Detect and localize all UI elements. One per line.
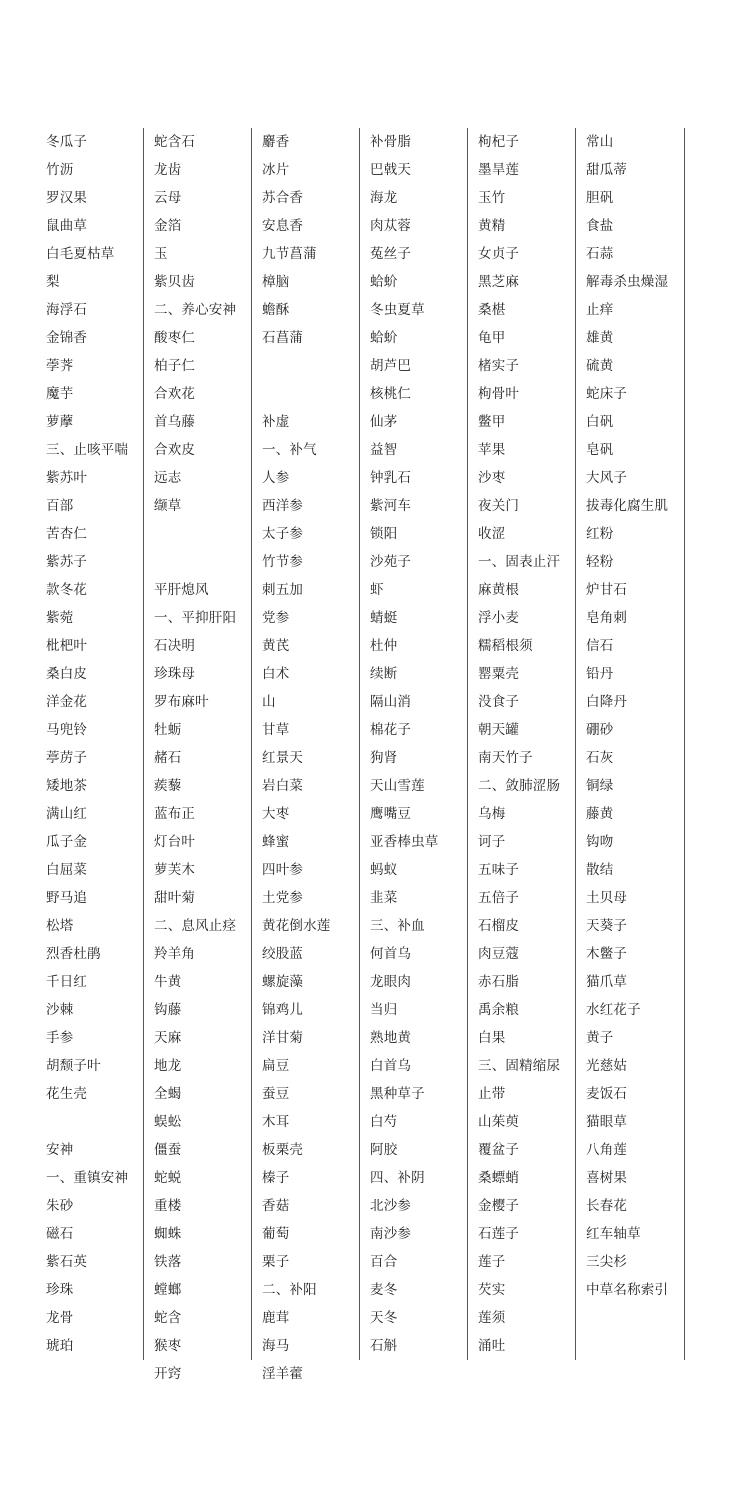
index-entry: 白毛夏枯草 [46, 246, 115, 262]
index-entry: 罂粟壳 [478, 666, 520, 682]
index-entry: 一、重镇安神 [46, 1170, 129, 1186]
index-entry: 菟丝子 [370, 246, 412, 262]
index-entry: 合欢花 [154, 386, 196, 402]
index-entry: 洋金花 [46, 694, 88, 710]
index-entry: 鼠曲草 [46, 218, 88, 234]
index-entry: 乌梅 [478, 806, 506, 822]
index-entry: 核桃仁 [370, 386, 412, 402]
index-entry: 夜关门 [478, 498, 520, 514]
index-entry: 龙齿 [154, 162, 182, 178]
index-entry: 二、养心安神 [154, 302, 237, 318]
index-entry: 桑螵蛸 [478, 1170, 520, 1186]
index-entry: 枇杷叶 [46, 638, 88, 654]
index-entry: 补骨脂 [370, 134, 412, 150]
index-entry: 天冬 [370, 1310, 398, 1326]
index-entry: 蛇含 [154, 1310, 182, 1326]
index-entry: 百部 [46, 498, 74, 514]
index-entry: 枸骨叶 [478, 386, 520, 402]
index-entry: 魔芋 [46, 386, 74, 402]
index-entry: 冰片 [262, 162, 290, 178]
index-entry: 朝天罐 [478, 722, 520, 738]
index-entry: 白首乌 [370, 1058, 412, 1074]
index-entry: 洋甘菊 [262, 1030, 304, 1046]
index-entry: 云母 [154, 190, 182, 206]
index-entry: 白矾 [586, 414, 614, 430]
index-entry: 远志 [154, 470, 182, 486]
index-entry: 首乌藤 [154, 414, 196, 430]
index-column-5 [468, 128, 576, 1360]
index-entry: 板栗壳 [262, 1142, 304, 1158]
index-entry: 刺五加 [262, 582, 304, 598]
index-entry: 木耳 [262, 1114, 290, 1130]
index-entry: 萝藦 [46, 414, 74, 430]
index-entry: 栗子 [262, 1254, 290, 1270]
index-entry: 绞股蓝 [262, 946, 304, 962]
index-entry: 岩白菜 [262, 778, 304, 794]
index-entry: 红粉 [586, 526, 614, 542]
index-entry: 铁落 [154, 1254, 182, 1270]
index-entry: 玉竹 [478, 190, 506, 206]
index-entry: 北沙参 [370, 1198, 412, 1214]
index-entry: 紫石英 [46, 1254, 88, 1270]
index-entry: 枸杞子 [478, 134, 520, 150]
index-entry: 蜘蛛 [154, 1226, 182, 1242]
index-entry: 羚羊角 [154, 946, 196, 962]
index-entry: 白芍 [370, 1114, 398, 1130]
index-entry: 合欢皮 [154, 442, 196, 458]
index-entry: 蒺藜 [154, 778, 182, 794]
index-entry: 安息香 [262, 218, 304, 234]
index-entry: 地龙 [154, 1058, 182, 1074]
index-entry: 苹果 [478, 442, 506, 458]
index-entry: 酸枣仁 [154, 330, 196, 346]
index-entry: 墨旱莲 [478, 162, 520, 178]
index-entry: 罗布麻叶 [154, 694, 209, 710]
index-entry: 麻黄根 [478, 582, 520, 598]
index-entry: 紫河车 [370, 498, 412, 514]
index-entry: 扁豆 [262, 1058, 290, 1074]
index-entry: 四、补阴 [370, 1170, 425, 1186]
index-entry: 锁阳 [370, 526, 398, 542]
index-entry: 磁石 [46, 1226, 74, 1242]
index-entry: 牡蛎 [154, 722, 182, 738]
index-entry: 三尖杉 [586, 1254, 628, 1270]
index-entry: 猫眼草 [586, 1114, 628, 1130]
index-entry: 千日红 [46, 974, 88, 990]
index-entry: 女贞子 [478, 246, 520, 262]
index-entry: 狗肾 [370, 750, 398, 766]
index-entry: 赭石 [154, 750, 182, 766]
index-entry: 常山 [586, 134, 614, 150]
index-entry: 苏合香 [262, 190, 304, 206]
index-entry: 一、固表止汗 [478, 554, 561, 570]
index-entry: 开窍 [154, 1366, 182, 1382]
index-entry: 胡芦巴 [370, 358, 412, 374]
index-entry: 止带 [478, 1086, 506, 1102]
index-entry: 沙苑子 [370, 554, 412, 570]
index-entry: 白降丹 [586, 694, 628, 710]
index-entry: 雄黄 [586, 330, 614, 346]
index-entry: 玉 [154, 246, 168, 262]
index-entry: 蛤蚧 [370, 274, 398, 290]
index-entry: 龙骨 [46, 1310, 74, 1326]
index-entry: 萝芙木 [154, 862, 196, 878]
index-entry: 蛇含石 [154, 134, 196, 150]
index-entry: 松塔 [46, 918, 74, 934]
index-entry: 三、固精缩尿 [478, 1058, 561, 1074]
index-entry: 拔毒化腐生肌 [586, 498, 669, 514]
index-entry: 虾 [370, 582, 384, 598]
index-entry: 朱砂 [46, 1198, 74, 1214]
index-entry: 硼砂 [586, 722, 614, 738]
index-entry: 南天竹子 [478, 750, 533, 766]
index-entry: 胆矾 [586, 190, 614, 206]
index-entry: 中草名称索引 [586, 1282, 669, 1298]
index-entry: 猫爪草 [586, 974, 628, 990]
index-entry: 海马 [262, 1338, 290, 1354]
index-entry: 长春花 [586, 1198, 628, 1214]
index-entry: 麦饭石 [586, 1086, 628, 1102]
index-entry: 黄子 [586, 1030, 614, 1046]
right-column-rule [684, 128, 685, 1360]
index-entry: 人参 [262, 470, 290, 486]
index-entry: 珍珠母 [154, 666, 196, 682]
index-entry: 紫苏子 [46, 554, 88, 570]
index-entry: 石决明 [154, 638, 196, 654]
index-entry: 蓝布正 [154, 806, 196, 822]
index-entry: 蛇床子 [586, 386, 628, 402]
index-entry: 肉豆蔻 [478, 946, 520, 962]
index-entry: 收涩 [478, 526, 506, 542]
index-entry: 轻粉 [586, 554, 614, 570]
index-entry: 葡萄 [262, 1226, 290, 1242]
index-entry: 甜瓜蒂 [586, 162, 628, 178]
index-entry: 桑椹 [478, 302, 506, 318]
index-entry: 紫菀 [46, 610, 74, 626]
index-entry: 诃子 [478, 834, 506, 850]
index-entry: 皂矾 [586, 442, 614, 458]
index-entry: 重楼 [154, 1198, 182, 1214]
index-entry: 石菖蒲 [262, 330, 304, 346]
index-entry: 光慈姑 [586, 1058, 628, 1074]
index-entry: 天麻 [154, 1030, 182, 1046]
index-entry: 甜叶菊 [154, 890, 196, 906]
index-entry: 鹰嘴豆 [370, 806, 412, 822]
index-entry: 禹余粮 [478, 1002, 520, 1018]
index-entry: 白术 [262, 666, 290, 682]
index-entry: 沙枣 [478, 470, 506, 486]
index-entry: 太子参 [262, 526, 304, 542]
index-entry: 梨 [46, 274, 60, 290]
index-entry: 苦杏仁 [46, 526, 88, 542]
index-entry: 食盐 [586, 218, 614, 234]
index-entry: 二、补阳 [262, 1282, 317, 1298]
index-entry: 瓜子金 [46, 834, 88, 850]
index-entry: 隔山消 [370, 694, 412, 710]
index-entry: 八角莲 [586, 1142, 628, 1158]
index-entry: 黄花倒水莲 [262, 918, 331, 934]
index-entry: 金锦香 [46, 330, 88, 346]
index-entry: 蜈蚣 [154, 1114, 182, 1130]
index-entry: 樟脑 [262, 274, 290, 290]
index-column-3 [252, 128, 360, 1382]
index-entry: 石榴皮 [478, 918, 520, 934]
index-entry: 鳖甲 [478, 414, 506, 430]
index-entry: 楮实子 [478, 358, 520, 374]
index-entry: 三、补血 [370, 918, 425, 934]
index-entry: 黑种草子 [370, 1086, 425, 1102]
index-entry: 木鳖子 [586, 946, 628, 962]
index-entry: 石灰 [586, 750, 614, 766]
index-entry: 龙眼肉 [370, 974, 412, 990]
index-entry: 全蝎 [154, 1086, 182, 1102]
index-entry: 麦冬 [370, 1282, 398, 1298]
index-entry: 益智 [370, 442, 398, 458]
index-entry: 芡实 [478, 1282, 506, 1298]
index-entry: 铅丹 [586, 666, 614, 682]
index-entry: 赤石脂 [478, 974, 520, 990]
index-entry: 三、止咳平喘 [46, 442, 129, 458]
index-entry: 山 [262, 694, 276, 710]
index-entry: 红景天 [262, 750, 304, 766]
index-entry: 何首乌 [370, 946, 412, 962]
index-entry: 蚕豆 [262, 1086, 290, 1102]
index-entry: 硫黄 [586, 358, 614, 374]
index-column-6 [578, 128, 686, 1360]
index-entry: 浮小麦 [478, 610, 520, 626]
index-entry: 竹节参 [262, 554, 304, 570]
index-entry: 柏子仁 [154, 358, 196, 374]
index-column-4 [360, 128, 468, 1360]
index-entry: 石斛 [370, 1338, 398, 1354]
index-entry: 肉苁蓉 [370, 218, 412, 234]
index-entry: 红车轴草 [586, 1226, 641, 1242]
index-entry: 沙棘 [46, 1002, 74, 1018]
index-entry: 百合 [370, 1254, 398, 1270]
index-entry: 缬草 [154, 498, 182, 514]
index-entry: 冬虫夏草 [370, 302, 425, 318]
index-entry: 平肝熄风 [154, 582, 209, 598]
index-entry: 龟甲 [478, 330, 506, 346]
index-entry: 巴戟天 [370, 162, 412, 178]
index-entry: 冬瓜子 [46, 134, 88, 150]
index-entry: 蚂蚁 [370, 862, 398, 878]
index-entry: 金箔 [154, 218, 182, 234]
index-entry: 海龙 [370, 190, 398, 206]
index-entry: 猴枣 [154, 1338, 182, 1354]
index-entry: 棉花子 [370, 722, 412, 738]
index-entry: 皂角刺 [586, 610, 628, 626]
index-entry: 土党参 [262, 890, 304, 906]
index-entry: 喜树果 [586, 1170, 628, 1186]
index-entry: 麝香 [262, 134, 290, 150]
index-entry: 大枣 [262, 806, 290, 822]
index-entry: 花生壳 [46, 1086, 88, 1102]
index-entry: 灯台叶 [154, 834, 196, 850]
index-entry: 莲子 [478, 1254, 506, 1270]
index-entry: 海浮石 [46, 302, 88, 318]
index-entry: 烈香杜鹃 [46, 946, 101, 962]
index-entry: 炉甘石 [586, 582, 628, 598]
index-entry: 甘草 [262, 722, 290, 738]
index-entry: 黄精 [478, 218, 506, 234]
index-entry: 大风子 [586, 470, 628, 486]
index-entry: 钩吻 [586, 834, 614, 850]
index-entry: 安神 [46, 1142, 74, 1158]
index-entry: 满山红 [46, 806, 88, 822]
index-entry: 续断 [370, 666, 398, 682]
index-entry: 杜仲 [370, 638, 398, 654]
index-entry: 涌吐 [478, 1338, 506, 1354]
index-entry: 莲须 [478, 1310, 506, 1326]
index-entry: 藤黄 [586, 806, 614, 822]
index-entry: 淫羊藿 [262, 1366, 304, 1382]
index-entry: 九节菖蒲 [262, 246, 317, 262]
index-entry: 僵蚕 [154, 1142, 182, 1158]
index-entry: 款冬花 [46, 582, 88, 598]
index-entry: 二、息风止痉 [154, 918, 237, 934]
index-entry: 解毒杀虫燥湿 [586, 274, 669, 290]
index-entry: 当归 [370, 1002, 398, 1018]
index-entry: 白果 [478, 1030, 506, 1046]
index-entry: 信石 [586, 638, 614, 654]
column-divider [575, 128, 576, 1360]
index-entry: 金樱子 [478, 1198, 520, 1214]
index-entry: 水红花子 [586, 1002, 641, 1018]
index-entry: 马兜铃 [46, 722, 88, 738]
index-entry: 天葵子 [586, 918, 628, 934]
index-entry: 矮地茶 [46, 778, 88, 794]
index-entry: 没食子 [478, 694, 520, 710]
index-entry: 五味子 [478, 862, 520, 878]
index-entry: 一、平抑肝阳 [154, 610, 237, 626]
index-entry: 琥珀 [46, 1338, 74, 1354]
index-entry: 罗汉果 [46, 190, 88, 206]
index-entry: 补虚 [262, 414, 290, 430]
index-entry: 香菇 [262, 1198, 290, 1214]
index-entry: 蜂蜜 [262, 834, 290, 850]
index-entry: 党参 [262, 610, 290, 626]
index-entry: 野马追 [46, 890, 88, 906]
index-entry: 白屈菜 [46, 862, 88, 878]
index-entry: 钟乳石 [370, 470, 412, 486]
index-entry: 山茱萸 [478, 1114, 520, 1130]
index-entry: 西洋参 [262, 498, 304, 514]
index-column-1 [36, 128, 144, 1360]
index-column-2 [144, 128, 252, 1382]
index-entry: 石莲子 [478, 1226, 520, 1242]
index-entry: 紫贝齿 [154, 274, 196, 290]
index-entry: 土贝母 [586, 890, 628, 906]
index-entry: 竹沥 [46, 162, 74, 178]
index-entry: 牛黄 [154, 974, 182, 990]
index-entry: 二、敛肺涩肠 [478, 778, 561, 794]
index-entry: 天山雪莲 [370, 778, 425, 794]
index-entry: 蟾酥 [262, 302, 290, 318]
index-entry: 钩藤 [154, 1002, 182, 1018]
index-entry: 止痒 [586, 302, 614, 318]
index-entry: 石蒜 [586, 246, 614, 262]
index-entry: 韭菜 [370, 890, 398, 906]
index-entry: 榛子 [262, 1170, 290, 1186]
index-entry: 荸荠 [46, 358, 74, 374]
index-entry: 锦鸡儿 [262, 1002, 304, 1018]
index-entry: 珍珠 [46, 1282, 74, 1298]
index-entry: 桑白皮 [46, 666, 88, 682]
index-entry: 黑芝麻 [478, 274, 520, 290]
index-entry: 蜻蜓 [370, 610, 398, 626]
index-entry: 蛇蜕 [154, 1170, 182, 1186]
index-entry: 鹿茸 [262, 1310, 290, 1326]
index-entry: 仙茅 [370, 414, 398, 430]
index-entry: 螳螂 [154, 1282, 182, 1298]
index-entry: 糯稻根须 [478, 638, 533, 654]
index-entry: 熟地黄 [370, 1030, 412, 1046]
index-entry: 覆盆子 [478, 1142, 520, 1158]
index-entry: 葶苈子 [46, 750, 88, 766]
index-entry: 紫苏叶 [46, 470, 88, 486]
index-entry: 一、补气 [262, 442, 317, 458]
index-entry: 黄芪 [262, 638, 290, 654]
index-entry: 四叶参 [262, 862, 304, 878]
index-entry: 阿胶 [370, 1142, 398, 1158]
index-entry: 亚香棒虫草 [370, 834, 439, 850]
index-entry: 散结 [586, 862, 614, 878]
index-entry: 铜绿 [586, 778, 614, 794]
index-entry: 南沙参 [370, 1226, 412, 1242]
index-entry: 五倍子 [478, 890, 520, 906]
index-entry: 手参 [46, 1030, 74, 1046]
index-entry: 螺旋藻 [262, 974, 304, 990]
index-entry: 胡颓子叶 [46, 1058, 101, 1074]
index-entry: 蛤蚧 [370, 330, 398, 346]
